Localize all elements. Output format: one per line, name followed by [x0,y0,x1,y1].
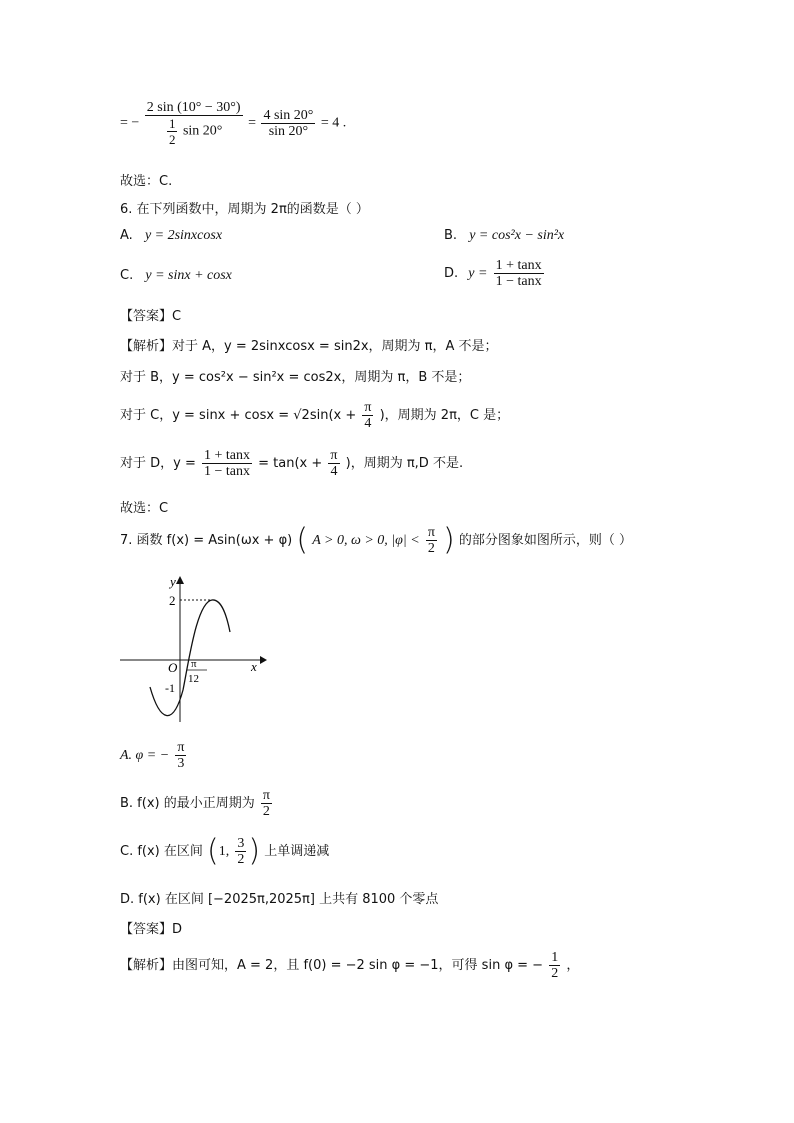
q7-stem [120,522,633,558]
q7-b-den: 2 [262,804,270,819]
q6-stem: 6. 在下列函数中，周期为 2π的函数是（ ） [120,202,369,217]
q6-analysis-d [120,448,463,479]
half-num: 1 [168,116,176,131]
sine-curve [150,600,230,716]
q6-an-d-fraction2 [328,448,339,479]
q6-an-c-num: π [364,400,372,415]
q7-an-text: 【解析】由图可知，A = 2，且 f(0) = −2 sin φ = −1，可得 sin φ = − [120,958,544,973]
q7-answer: 【答案】D [120,922,183,937]
q7-a-num: π [177,740,185,755]
fraction-1-den-sin: sin 20° [182,123,223,139]
eq-result: = 4 . [320,115,347,131]
q6-a-label: A. [120,228,133,243]
q7-c-fraction [235,836,246,867]
q7-c-num: 3 [237,836,245,851]
x-label: x [251,659,257,674]
q7-an-fraction [549,950,560,981]
q7-c-den: 2 [237,852,245,867]
max-label: 2 [169,593,176,608]
q6-select: 故选：C [120,501,169,516]
q6-analysis-b: 对于 B，y = cos²x − sin²x = cos2x，周期为 π，B 不是； [120,370,471,385]
q6-d-fraction [494,258,544,289]
q7-option-b [120,788,274,819]
origin-label: O [168,660,178,675]
sine-graph [115,572,275,727]
q7-stem-den: 2 [427,541,435,556]
q6-option-a [120,228,222,244]
x-axis-arrow [260,656,267,664]
q7-option-c: C. f(x) 在区间 (1, $\frac{3}{2}$ ) 上单调递减 [120,833,330,869]
q6-an-d-pre: 对于 D，y = [120,456,196,471]
half-den: 2 [168,132,176,147]
q7-c-post: 上单调递减 [264,844,330,859]
q6-option-c [120,268,232,284]
q6-analysis-a: 【解析】对于 A，y = 2sinxcosx = sin2x，周期为 π，A 不是； [120,339,498,354]
q6-c-label: C. [120,268,134,283]
q6-b-expr: y = cos²x − sin²x [469,228,565,243]
fraction-2 [261,108,315,139]
q6-an-c-post: )，周期为 2π，C 是； [379,408,510,423]
q7-stem-fraction [426,525,437,556]
eq-equals: = [248,115,256,131]
q6-answer: 【答案】C [120,309,182,324]
q6-an-d-fraction [202,448,252,479]
q6-an-c-den: 4 [364,416,372,431]
q6-an-d-fnum: π [330,448,338,463]
q7-a-fraction [175,740,186,771]
q6-an-c-fraction [362,400,373,431]
q6-c-expr: y = sinx + cosx [145,268,232,283]
left-paren: ( [296,522,309,558]
q6-option-d [444,258,546,289]
q7-stem-cond: A > 0, ω > 0, |φ| < [312,533,420,548]
q7-an-num: 1 [551,950,559,965]
q6-a-expr: y = 2sinxcosx [144,228,223,243]
q7-c-mid: 1, [218,844,230,859]
q6-d-num: 1 + tanx [495,258,542,273]
q7-option-d: D. f(x) 在区间 [−2025π,2025π] 上共有 8100 个零点 [120,892,439,907]
q7-option-a [120,740,188,771]
q7-b-num: π [262,788,270,803]
q6-an-d-mid: = tan(x + [258,456,323,471]
select-c-1: 故选：C. [120,174,173,189]
y-label: y [170,574,176,589]
q6-analysis-c [120,400,509,431]
q7-stem-num: π [427,525,435,540]
q7-b-fraction [261,788,272,819]
neg-one-label: -1 [165,681,175,695]
fraction-1-num: 2 sin (10° − 30°) [146,100,241,115]
q7-analysis [120,950,579,981]
q7-a-den: 3 [177,756,185,771]
fraction-2-num: 4 sin 20° [263,108,314,123]
fraction-1 [145,100,243,147]
top-equation [120,100,346,147]
y-axis-arrow [176,576,184,584]
q6-d-den: 1 − tanx [495,274,542,289]
fraction-1-den [145,116,243,147]
q6-option-b [444,228,564,244]
q7-a-pre: A. φ = − [120,748,170,763]
q7-stem-post: 的部分图象如图所示，则（ ） [458,533,633,548]
eq-prefix: = − [120,115,140,131]
q6-b-label: B. [444,228,458,243]
q7-stem-pre: 7. 函数 f(x) = Asin(ωx + φ) [120,533,293,548]
right-paren: ) [443,522,455,558]
tick-num: π [191,658,197,670]
q7-an-den: 2 [551,966,559,981]
q6-an-d-fden: 4 [330,464,338,479]
q6-d-y: y = [468,266,488,281]
q7-b-pre: B. f(x) 的最小正周期为 [120,796,255,811]
fraction-2-den: sin 20° [268,124,309,139]
q6-d-label: D. [444,266,459,281]
q7-c-pre: C. f(x) 在区间 [120,844,203,859]
q6-an-c-pre: 对于 C，y = sinx + cosx = √2sin(x + [120,408,357,423]
tick-den: 12 [188,673,199,685]
q6-an-d-den: 1 − tanx [204,464,251,479]
q6-an-d-post: )，周期为 π,D 不是. [345,456,464,471]
q6-an-d-num: 1 + tanx [204,448,251,463]
q7-an-post: ， [566,958,580,973]
